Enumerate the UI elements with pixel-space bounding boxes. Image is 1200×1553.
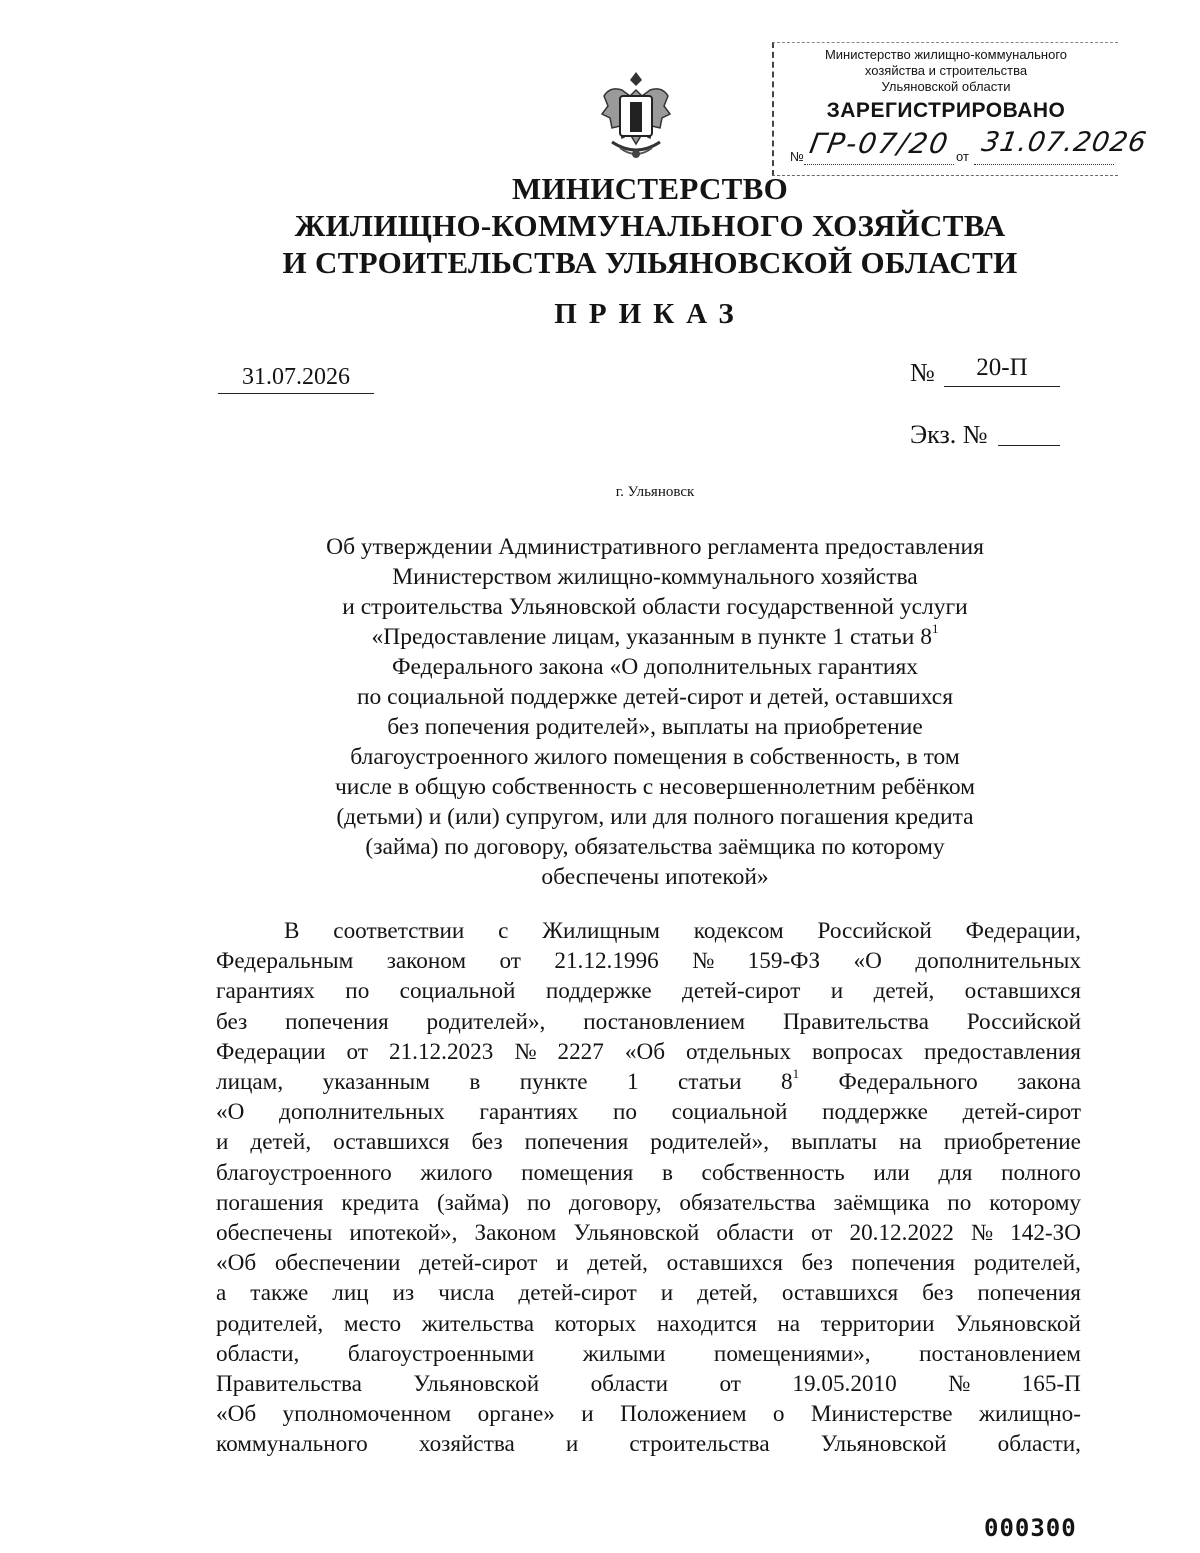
body-word: Положением (620, 1401, 747, 1428)
body-word: а (216, 1280, 227, 1307)
title-line: без попечения родителей», выплаты на приобретение (387, 714, 923, 740)
body-word: 159-ФЗ (747, 948, 821, 975)
body-word: детей-сирот (518, 1280, 637, 1307)
body-word: с (498, 918, 509, 944)
body-word: территории (820, 1310, 935, 1337)
body-word: № (948, 1371, 971, 1398)
body-line (216, 1309, 1081, 1339)
coat-of-arms-emblem (590, 66, 682, 166)
body-word: оставшихся (666, 1250, 783, 1277)
body-word: Законом (474, 1220, 557, 1247)
body-line (216, 916, 1081, 946)
title-line: обеспечены ипотекой» (541, 864, 769, 890)
body-word: ипотекой», (349, 1220, 458, 1247)
body-word: лиц (332, 1280, 369, 1307)
body-line (216, 1218, 1081, 1248)
body-word: от (719, 1371, 741, 1398)
body-word: по (345, 978, 370, 1005)
body-word: по (612, 1099, 637, 1126)
body-word: $8^1$ (780, 1066, 800, 1096)
stamp-handwritten-date: 31.07.2026 (979, 127, 1150, 158)
body-word: без (471, 1129, 503, 1156)
body-line (216, 1037, 1081, 1067)
body-word: обязательства (679, 1189, 816, 1216)
body-word: № (692, 948, 715, 975)
stamp-handwritten-number: ГР-07/20 (807, 127, 953, 160)
body-word: заёмщика (833, 1189, 930, 1216)
body-word: без (216, 1008, 248, 1035)
body-word: лицам, (216, 1069, 284, 1096)
body-line (216, 976, 1081, 1006)
body-word: о (772, 1401, 785, 1428)
body-word: социальной (671, 1099, 788, 1126)
body-word: приобретение (943, 1129, 1081, 1156)
body-word: жительства (421, 1310, 535, 1337)
body-word: дополнительных (279, 1099, 445, 1126)
stamp-number-underline (804, 164, 954, 165)
body-line (216, 1339, 1081, 1369)
body-word: родителей, (973, 1250, 1081, 1277)
title-line: Об утверждении Административного регламента предоставления (326, 534, 984, 560)
body-paragraph (216, 916, 1081, 1460)
body-word: постановлением (919, 1340, 1081, 1367)
body-word: находится (656, 1310, 757, 1337)
body-word: числа (438, 1280, 495, 1307)
body-word: и (830, 978, 844, 1005)
title-line: Министерством жилищно-коммунального хозяйства (392, 564, 918, 590)
body-word: от (499, 948, 521, 975)
stamp-date-underline (974, 164, 1114, 165)
body-word: Федерации, (965, 918, 1081, 944)
body-word: Федеральным (216, 948, 354, 975)
body-word: попечения (524, 1129, 629, 1156)
body-word: Ульяновской (413, 1371, 540, 1398)
ministry-name-line: МИНИСТЕРСТВО (511, 171, 789, 206)
body-line (216, 1127, 1081, 1157)
body-word: поддержке (822, 1099, 928, 1126)
body-word: от (810, 1220, 833, 1247)
body-word: детей, (587, 1250, 648, 1277)
body-word: детей-сирот (962, 1099, 1081, 1126)
body-word: «Об (216, 1401, 257, 1428)
stamp-ministry-line: Министерство жилищно-коммунального (824, 47, 1068, 62)
body-word: Федерации (216, 1038, 326, 1065)
body-word: попечения (977, 1280, 1081, 1307)
body-word: оставшихся (333, 1129, 450, 1156)
body-word: Ульяновской (573, 1220, 700, 1247)
body-word: жилищно- (978, 1401, 1081, 1428)
registration-stamp (772, 42, 1150, 176)
body-word: обеспечении (274, 1250, 401, 1277)
body-word: собственность (701, 1159, 845, 1186)
body-word: № (970, 1220, 994, 1247)
body-word: вопросах (811, 1038, 903, 1065)
body-word: на (898, 1129, 922, 1156)
body-word: и (216, 1129, 229, 1156)
body-word: попечения (851, 1250, 956, 1277)
body-word: Правительства (216, 1371, 362, 1398)
body-word: 19.05.2010 (792, 1371, 897, 1398)
title-line: (детьми) и (или) супругом, или для полного погашения кредита (336, 804, 974, 830)
body-word: предоставления (924, 1038, 1081, 1065)
body-word: оставшихся (781, 1280, 899, 1307)
body-word: детей-сирот (419, 1250, 538, 1277)
city-name: г. Ульяновск (615, 484, 695, 500)
copy-number-blank (998, 445, 1060, 446)
body-word: «Об (624, 1038, 665, 1065)
body-word: соответствии (333, 918, 465, 944)
title-line: и строительства Ульяновской области государственной услуги (342, 594, 968, 620)
body-word: оставшихся (964, 978, 1081, 1005)
body-word: области (590, 1371, 669, 1398)
body-word: детей, (697, 1280, 758, 1307)
body-word: социальной (399, 978, 516, 1005)
body-word: Ульяновской (955, 1310, 1081, 1337)
body-word: В (284, 918, 300, 944)
body-word: 142-ЗО (1010, 1220, 1081, 1247)
ministry-name-line: ЖИЛИЩНО-КОММУНАЛЬНОГО ХОЗЯЙСТВА (294, 208, 1006, 243)
body-word: Федерального (838, 1069, 978, 1096)
body-line (216, 1097, 1081, 1127)
body-line (216, 1158, 1081, 1188)
body-word: уполномоченном (282, 1401, 452, 1428)
title-line: Федерального закона «О дополнительных гарантиях (391, 654, 919, 680)
stamp-number-label: № (790, 149, 804, 164)
body-word: которому (989, 1189, 1081, 1216)
body-line (216, 1248, 1081, 1278)
body-word: (займа) (436, 1189, 510, 1216)
title-line-text: «Предоставление лицам, указанным в пункте 1 статьи 8 (371, 624, 932, 650)
body-word: в (661, 1159, 673, 1186)
body-word: гарантиях (479, 1099, 579, 1126)
body-word: от (346, 1038, 368, 1065)
body-word: Российской (817, 918, 932, 944)
body-word: и (556, 1250, 569, 1277)
body-word: также (250, 1280, 309, 1307)
body-word: «Об (216, 1250, 257, 1277)
body-line (216, 1067, 1081, 1097)
body-word: и (565, 1431, 579, 1458)
stamp-ministry-line: хозяйства и строительства (864, 63, 1028, 78)
body-word: коммунального (216, 1431, 368, 1458)
body-word: по (526, 1189, 551, 1216)
body-word: 1 (626, 1069, 639, 1096)
body-word: строительства (629, 1431, 770, 1458)
body-word: Правительства (782, 1008, 929, 1035)
body-word: по (947, 1189, 972, 1216)
body-word: 20.12.2022 (849, 1220, 954, 1247)
body-word: органе» (477, 1401, 555, 1428)
superscript: 1 (931, 621, 939, 637)
body-word: области (716, 1220, 794, 1247)
order-date: 31.07.2026 (218, 364, 374, 394)
copy-number-label: Экз. № (910, 420, 988, 449)
body-word: отдельных (686, 1038, 791, 1065)
body-word: области, (997, 1431, 1081, 1458)
title-line: по социальной поддержке детей-сирот и детей, оставшихся (356, 684, 954, 710)
title-line: (займа) по договору, обязательства заёмщика по которому (365, 834, 945, 860)
body-word: выплаты (791, 1129, 877, 1156)
body-word: благоустроенными (347, 1340, 535, 1367)
body-word: «О (853, 948, 882, 975)
body-line (216, 1278, 1081, 1308)
body-word: обеспечены (216, 1220, 333, 1247)
superscript: 1 (792, 1066, 800, 1082)
body-word: кредита (341, 1189, 420, 1216)
body-word: родителей, (216, 1310, 324, 1337)
title-line: числе в общую собственность с несовершеннолетним ребёнком (334, 774, 976, 800)
body-word: 2227 (557, 1038, 604, 1065)
stamp-registered-title: ЗАРЕГИСТРИРОВАНО (826, 99, 1066, 122)
body-word: Российской (966, 1008, 1081, 1035)
body-word: 165-П (1021, 1371, 1081, 1398)
body-word: помещения (521, 1159, 634, 1186)
body-word: которых (554, 1310, 637, 1337)
body-word: статьи (678, 1069, 742, 1096)
body-word: кодексом (693, 918, 784, 944)
body-word: 21.12.1996 (554, 948, 659, 975)
body-line (216, 1429, 1081, 1459)
body-word: попечения (285, 1008, 389, 1035)
body-word: законом (386, 948, 467, 975)
body-line (216, 1188, 1081, 1218)
body-word: детей-сирот (682, 978, 801, 1005)
body-word: жилого (420, 1159, 493, 1186)
body-word: Ульяновской (820, 1431, 947, 1458)
body-word: и (660, 1280, 674, 1307)
body-word: области, (216, 1340, 300, 1367)
order-number-label: № (910, 358, 935, 387)
body-word: постановлением (583, 1008, 746, 1035)
title-line (250, 622, 1060, 652)
body-word: № (514, 1038, 537, 1065)
body-word: полного (1001, 1159, 1081, 1186)
body-word: закона (1017, 1069, 1081, 1096)
stamp-from-label: от (956, 149, 969, 164)
body-word: без (922, 1280, 954, 1307)
body-word: гарантиях (216, 978, 315, 1005)
body-word: хозяйства (418, 1431, 515, 1458)
body-word: помещениями», (713, 1340, 871, 1367)
body-word: погашения (216, 1189, 324, 1216)
body-word: на (777, 1310, 801, 1337)
body-word: поддержке (545, 978, 652, 1005)
body-word: пункте (519, 1069, 588, 1096)
body-word: договору, (568, 1189, 662, 1216)
body-word: 21.12.2023 (388, 1038, 494, 1065)
body-word: родителей», (426, 1008, 546, 1035)
body-word: указанным (322, 1069, 430, 1096)
body-word: детей, (873, 978, 935, 1005)
document-serial-number: 000300 (984, 1514, 1077, 1542)
body-word: жилыми (582, 1340, 666, 1367)
body-word: место (343, 1310, 402, 1337)
title-line: благоустроенного жилого помещения в собственность, в том (350, 744, 960, 770)
ministry-name-line: И СТРОИТЕЛЬСТВА УЛЬЯНОВСКОЙ ОБЛАСТИ (282, 245, 1018, 280)
body-word: дополнительных (915, 948, 1081, 975)
body-word: «О (216, 1099, 245, 1126)
body-word: Жилищным (542, 918, 660, 944)
body-line (216, 946, 1081, 976)
body-line (216, 1007, 1081, 1037)
order-title (250, 532, 1060, 892)
body-word: из (392, 1280, 415, 1307)
document-type-title: ПРИКАЗ (554, 298, 746, 330)
body-line (216, 1399, 1081, 1429)
body-word: родителей», (650, 1129, 770, 1156)
body-word: и (581, 1401, 594, 1428)
body-word: Министерстве (810, 1401, 953, 1428)
body-word: в (469, 1069, 481, 1096)
body-word: без (801, 1250, 833, 1277)
body-word: для (938, 1159, 973, 1186)
body-word: детей, (250, 1129, 312, 1156)
order-number: 20-П (944, 354, 1060, 387)
ministry-name (250, 170, 1050, 281)
stamp-ministry-line: Ульяновской области (881, 79, 1011, 94)
body-word: благоустроенного (216, 1159, 392, 1186)
body-line (216, 1369, 1081, 1399)
body-word: или (873, 1159, 910, 1186)
